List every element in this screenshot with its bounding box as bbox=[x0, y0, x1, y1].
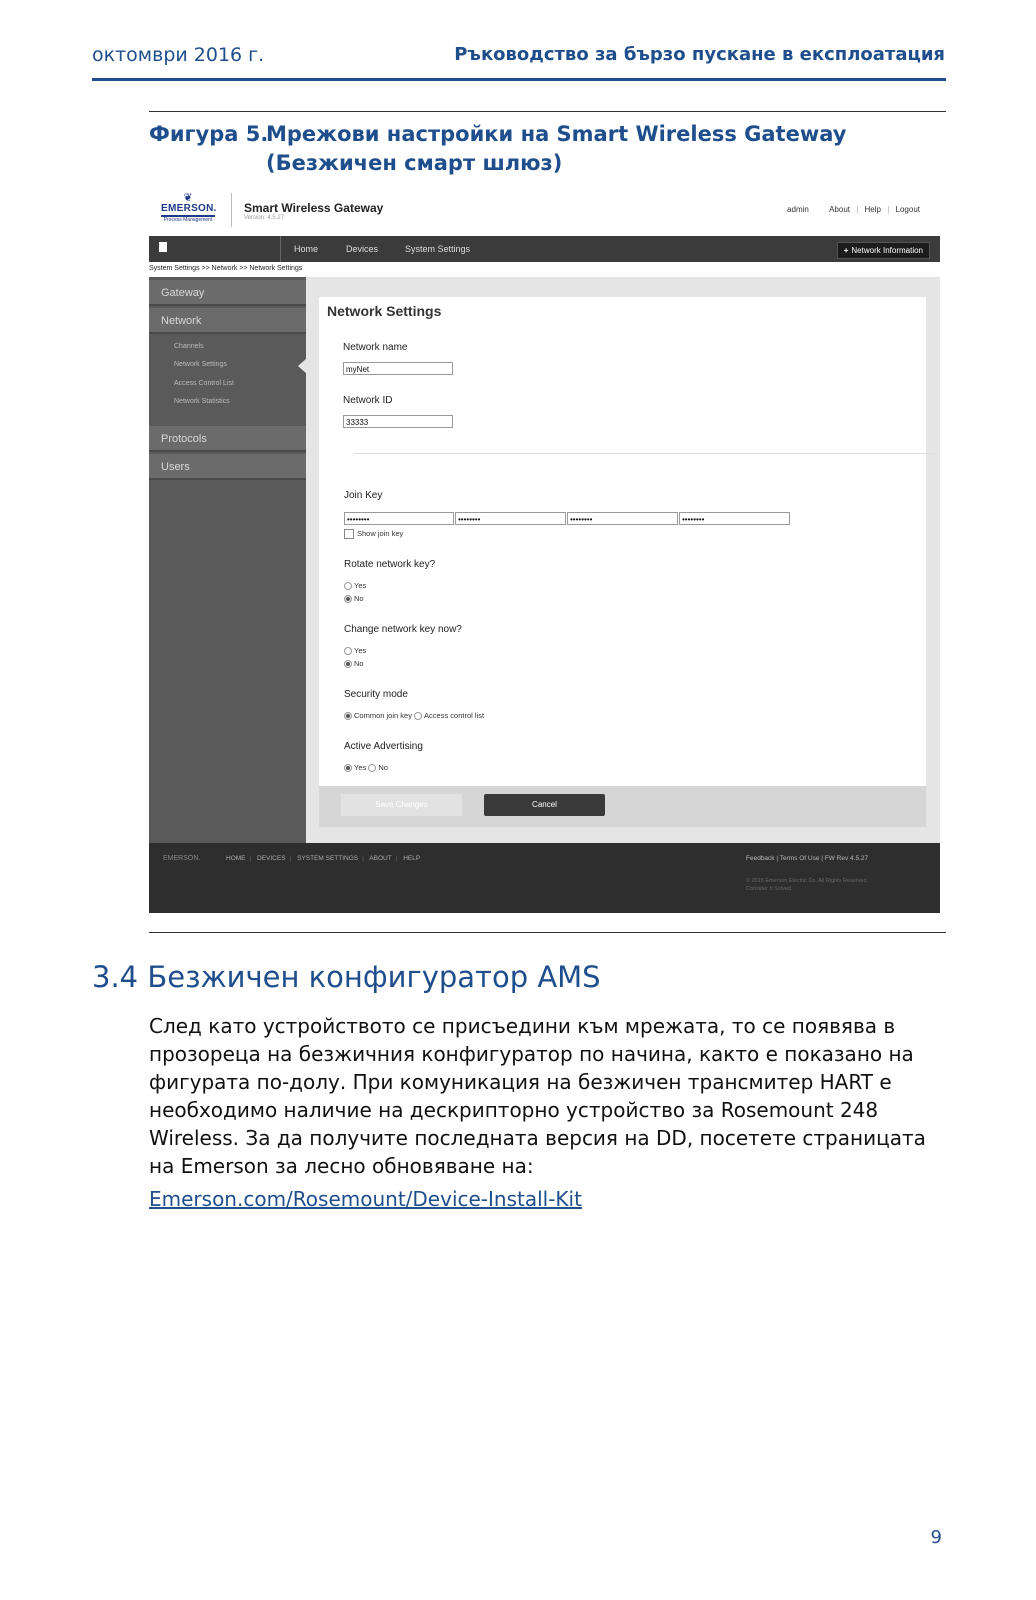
radio-icon bbox=[414, 712, 422, 720]
emerson-logo: ❦ EMERSON. Process Management bbox=[161, 192, 217, 223]
save-changes-button[interactable]: Save Changes bbox=[341, 794, 462, 816]
sidebar-sub-network-settings[interactable]: Network Settings bbox=[174, 361, 227, 368]
figure-rule-top bbox=[149, 111, 946, 112]
sidebar-item-users[interactable]: Users bbox=[149, 454, 306, 480]
active-advertising-label: Active Advertising bbox=[344, 741, 423, 752]
app-title: Smart Wireless Gateway bbox=[244, 201, 384, 215]
nav-bar bbox=[149, 236, 940, 262]
security-common-radio[interactable]: Common join key bbox=[344, 711, 412, 720]
advertising-no-radio[interactable]: No bbox=[368, 763, 388, 772]
app-version: Version: 4.5.27 bbox=[244, 215, 285, 221]
emerson-logo-icon: ❦ bbox=[183, 192, 193, 204]
button-bar bbox=[319, 786, 926, 827]
join-key-label: Join Key bbox=[344, 490, 383, 501]
sidebar bbox=[149, 277, 306, 843]
plus-icon: + bbox=[843, 246, 849, 255]
sidebar-item-protocols[interactable]: Protocols bbox=[149, 426, 306, 452]
sidebar-item-network[interactable]: Network bbox=[149, 308, 306, 334]
join-key-input-3[interactable]: •••••••• bbox=[567, 512, 678, 525]
join-key-input-1[interactable]: •••••••• bbox=[344, 512, 454, 525]
show-join-key-checkbox[interactable] bbox=[344, 529, 354, 539]
nav-home[interactable]: Home bbox=[294, 244, 319, 254]
link-about[interactable]: About bbox=[829, 205, 850, 214]
cancel-button[interactable]: Cancel bbox=[484, 794, 605, 816]
nav-system-settings[interactable]: System Settings bbox=[405, 244, 471, 254]
change-key-label: Change network key now? bbox=[344, 624, 462, 635]
rotate-no-radio[interactable]: No bbox=[344, 594, 364, 603]
footer-link-devices[interactable]: DEVICES bbox=[257, 855, 286, 862]
rotate-yes-radio[interactable]: Yes bbox=[344, 581, 366, 590]
section-heading: 3.4 Безжичен конфигуратор AMS bbox=[92, 960, 601, 994]
header-doc-title: Ръководство за бързо пускане в експлоатация bbox=[454, 44, 945, 65]
nav-separator bbox=[280, 236, 281, 262]
security-mode-options bbox=[344, 711, 484, 720]
network-id-label: Network ID bbox=[343, 395, 393, 406]
radio-icon bbox=[368, 764, 376, 772]
network-name-label: Network name bbox=[343, 342, 408, 353]
footer-logo: EMERSON. bbox=[163, 855, 201, 862]
link-help[interactable]: Help bbox=[864, 205, 881, 214]
sidebar-sub-network-statistics[interactable]: Network Statistics bbox=[174, 398, 230, 405]
divider bbox=[354, 453, 934, 454]
home-icon[interactable] bbox=[159, 242, 167, 252]
join-key-input-2[interactable]: •••••••• bbox=[455, 512, 566, 525]
breadcrumb: System Settings >> Network >> Network Settings bbox=[149, 265, 303, 272]
rotate-key-label: Rotate network key? bbox=[344, 559, 436, 570]
radio-selected-icon bbox=[344, 660, 352, 668]
advertising-options bbox=[344, 763, 388, 772]
radio-selected-icon bbox=[344, 764, 352, 772]
footer-copyright: © 2015 Emerson Electric Co. All Rights Reserved. Consider It Solved. bbox=[746, 878, 869, 892]
link-logout[interactable]: Logout bbox=[895, 205, 920, 214]
network-settings-panel bbox=[319, 297, 926, 827]
emerson-link[interactable]: Emerson.com/Rosemount/Device-Install-Kit bbox=[149, 1187, 582, 1211]
advertising-yes-radio[interactable]: Yes bbox=[344, 763, 366, 772]
security-acl-radio[interactable]: Access control list bbox=[414, 711, 484, 720]
show-join-key-label: Show join key bbox=[357, 529, 404, 538]
sidebar-sub-channels[interactable]: Channels bbox=[174, 343, 204, 350]
panel-title: Network Settings bbox=[327, 303, 442, 319]
user-name: admin bbox=[787, 205, 809, 214]
security-mode-label: Security mode bbox=[344, 689, 408, 700]
gateway-screenshot bbox=[149, 183, 940, 913]
footer-link-about[interactable]: ABOUT bbox=[369, 855, 392, 862]
header-divider bbox=[231, 193, 232, 227]
radio-icon bbox=[344, 582, 352, 590]
header-date: октомври 2016 г. bbox=[92, 44, 265, 66]
figure-caption-text: Мрежови настройки на Smart Wireless Gateway (Безжичен смарт шлюз) bbox=[266, 122, 847, 175]
footer-link-system-settings[interactable]: SYSTEM SETTINGS bbox=[297, 855, 359, 862]
change-no-radio[interactable]: No bbox=[344, 659, 364, 668]
active-arrow-icon bbox=[298, 358, 307, 374]
network-id-input[interactable]: 33333 bbox=[343, 415, 453, 428]
network-information-button[interactable]: + Network Information bbox=[837, 242, 930, 259]
radio-icon bbox=[344, 647, 352, 655]
footer-feedback[interactable]: Feedback | Terms Of Use | FW Rev 4.5.27 bbox=[746, 855, 869, 862]
app-header bbox=[149, 183, 940, 236]
figure-number: Фигура 5. bbox=[149, 122, 269, 146]
header-rule bbox=[92, 78, 946, 81]
sidebar-sub-access-control-list[interactable]: Access Control List bbox=[174, 380, 234, 387]
app-footer bbox=[149, 843, 940, 913]
radio-selected-icon bbox=[344, 712, 352, 720]
figure-caption bbox=[149, 120, 939, 178]
radio-selected-icon bbox=[344, 595, 352, 603]
footer-links: HOME | DEVICES | SYSTEM SETTINGS | ABOUT | HELP bbox=[226, 855, 421, 862]
join-key-input-4[interactable]: •••••••• bbox=[679, 512, 790, 525]
sidebar-item-gateway[interactable]: Gateway bbox=[149, 280, 306, 306]
nav-devices[interactable]: Devices bbox=[346, 244, 379, 254]
footer-link-home[interactable]: HOME bbox=[226, 855, 246, 862]
page-number: 9 bbox=[930, 1527, 942, 1548]
change-yes-radio[interactable]: Yes bbox=[344, 646, 366, 655]
section-paragraph: След като устройството се присъедини към мрежата, то се появява в прозореца на безжичния конфигуратор по начина, както е показано на фигурата по-долу. При комуникация на безжичен трансмитер HART е необходимо наличие на дескрипторно устройство за Rosemount 248 Wireless. За да получите последната версия на DD, посетете страницата на Emerson за лесно обновяване на: bbox=[149, 1014, 926, 1178]
network-name-input[interactable]: myNet bbox=[343, 362, 453, 375]
top-links: admin About | Help | Logout bbox=[787, 205, 920, 214]
figure-rule-bottom bbox=[149, 932, 946, 933]
footer-link-help[interactable]: HELP bbox=[403, 855, 421, 862]
